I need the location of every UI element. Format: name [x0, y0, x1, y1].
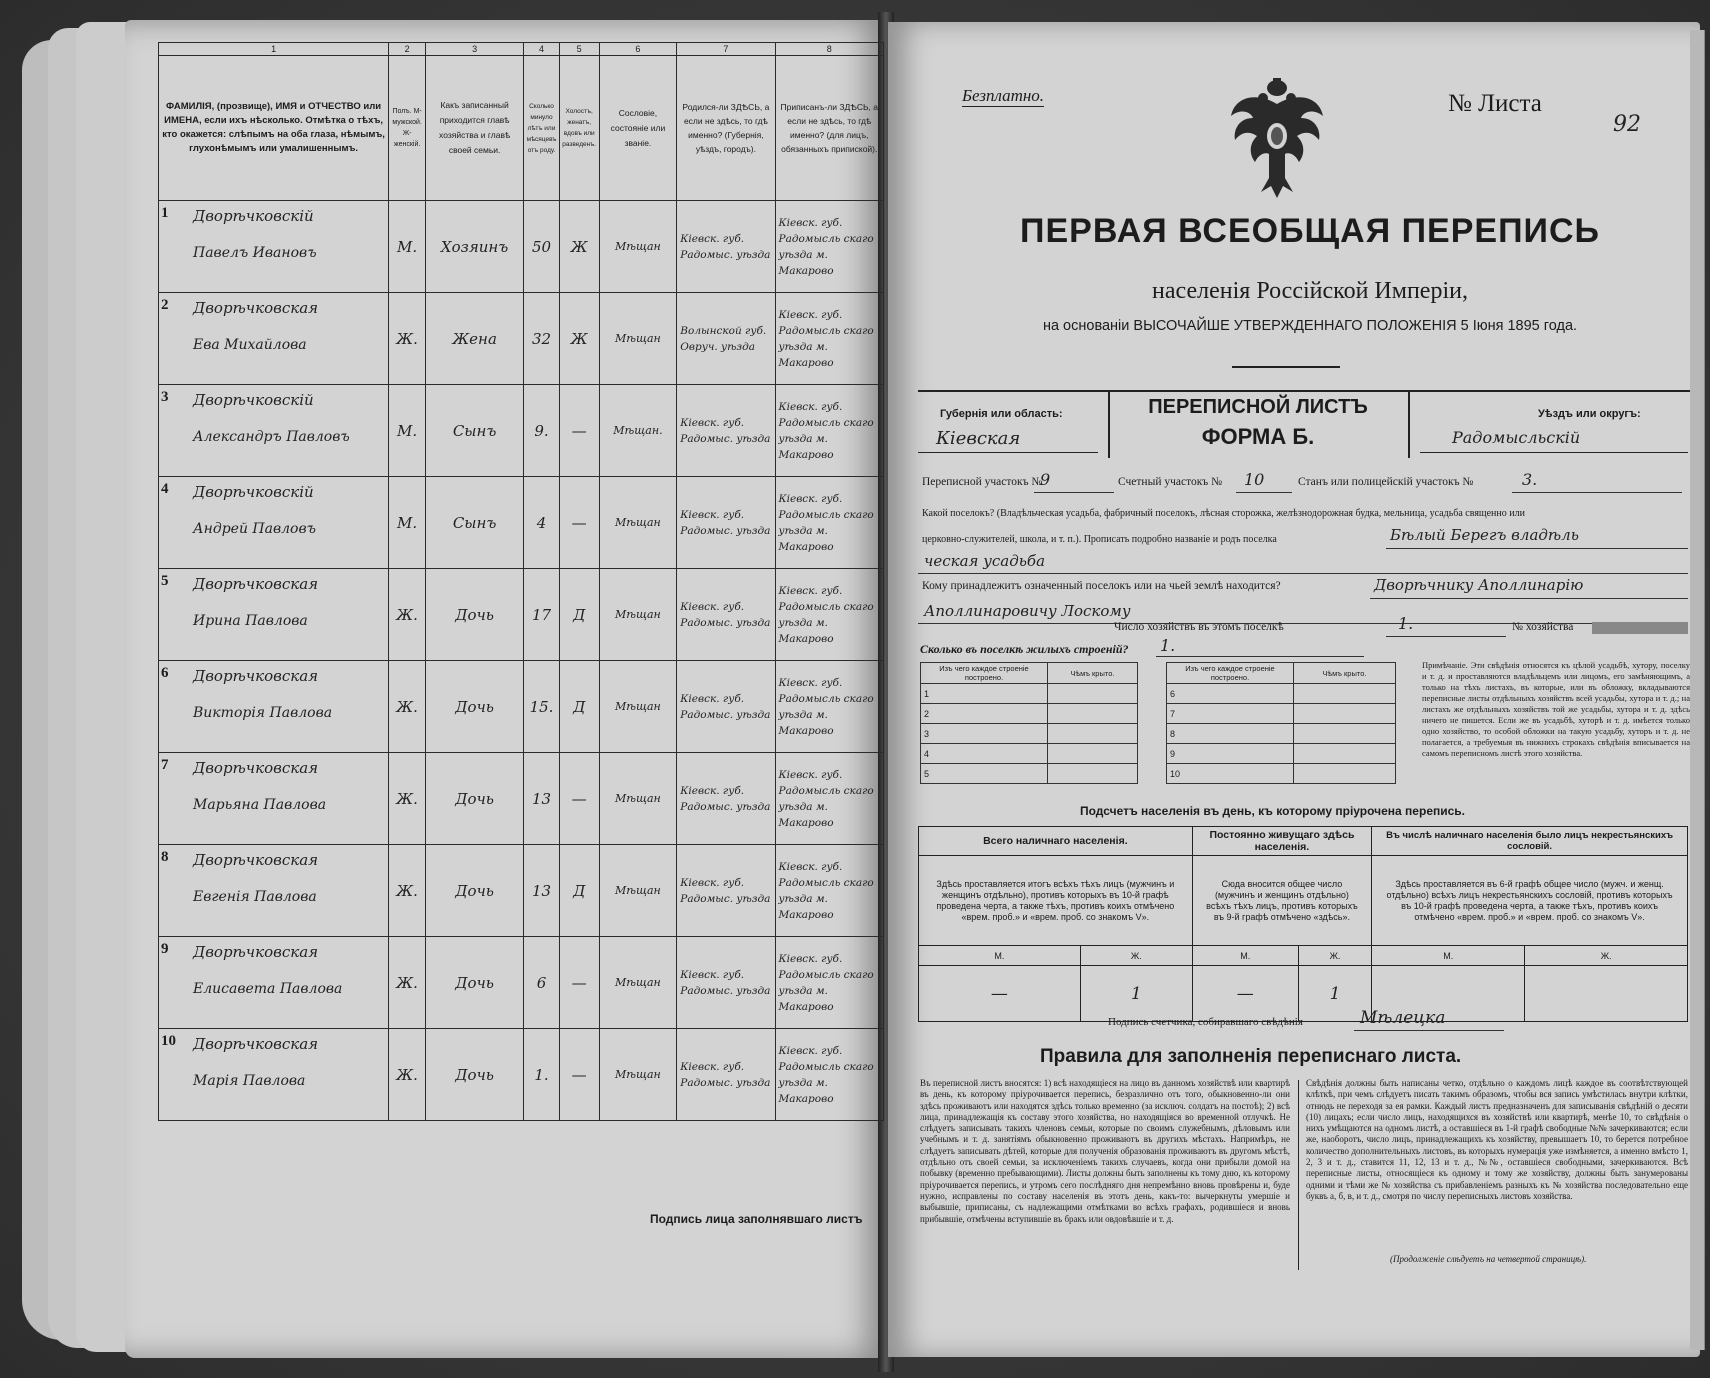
underline: [1386, 636, 1506, 637]
estate-cell: Мѣщан: [599, 937, 677, 1029]
given-name: Павелъ Ивановъ: [193, 245, 317, 261]
underline: [1370, 598, 1688, 599]
owner-value-2: Аполлинаровичу Лоскому: [924, 602, 1131, 620]
household-number-redacted: [1592, 622, 1688, 634]
given-name: Андрей Павловъ: [193, 521, 316, 537]
registration-cell: Кіевск. губ. Радомысль скаго уѣзда м. Макарово: [775, 477, 884, 569]
count-desc-resident: Сюда вносится общее число (мужчинъ и женщинъ отдѣльно) всѣхъ тѣхъ лицъ, противъ которыхъ въ 9-й графѣ отмѣчено «здѣсь».: [1192, 856, 1371, 946]
female-label: Ж.: [1298, 946, 1371, 966]
households-label: Число хозяйствъ въ этомъ поселкѣ: [1114, 621, 1284, 633]
column-number-row: [159, 43, 884, 56]
building-row: [921, 684, 1138, 704]
building-number: 3: [921, 724, 1048, 744]
sex-cell: Ж.: [389, 845, 426, 937]
relation-cell: Жена: [426, 293, 524, 385]
row-number: 2: [161, 297, 169, 313]
census-section-label: Переписной участокъ №: [922, 476, 1043, 488]
table-row: [159, 937, 884, 1029]
census-section-value: 9: [1040, 470, 1051, 489]
buildings-table-right: [1166, 662, 1396, 784]
count-col-nonpeasant: Въ числѣ наличнаго населенія было лицъ некрестьянскихъ сословій.: [1372, 827, 1688, 856]
relation-cell: Дочь: [426, 753, 524, 845]
surname: Дворѣчковскій: [193, 207, 314, 225]
census-title: ПЕРВАЯ ВСЕОБЩАЯ ПЕРЕПИСЬ: [1020, 212, 1600, 250]
relation-cell: Дочь: [426, 937, 524, 1029]
bld-header-material: Изъ чего каждое строеніе построено.: [1167, 663, 1294, 684]
given-name: Елисавета Павлова: [193, 981, 343, 997]
building-roof-cell: [1294, 764, 1396, 784]
age-cell: 50: [524, 201, 560, 293]
registration-cell: Кіевск. губ. Радомысль скаго уѣзда м. Макарово: [775, 753, 884, 845]
table-row: [159, 661, 884, 753]
underline: [1354, 1030, 1504, 1031]
table-row: [159, 1029, 884, 1121]
birthplace-cell: Кіевск. губ. Радомыс. уѣзда: [677, 477, 775, 569]
count-present-female: 1: [1080, 966, 1192, 1022]
surname: Дворѣчковскій: [193, 483, 314, 501]
bld-header-roof: Чѣмъ крыто.: [1048, 663, 1138, 684]
count-section-value: 10: [1244, 470, 1265, 489]
surname: Дворѣчковская: [193, 759, 319, 777]
household-number-label: № хозяйства: [1512, 621, 1574, 633]
district-value: Радомысльскій: [1452, 428, 1581, 447]
underline: [1156, 656, 1364, 657]
row-number: 4: [161, 481, 169, 497]
column-header-row: [159, 56, 884, 201]
birthplace-cell: Кіевск. губ. Радомыс. уѣзда: [677, 753, 775, 845]
name-cell: [159, 201, 389, 293]
count-present-male: —: [919, 966, 1081, 1022]
age-cell: 13: [524, 753, 560, 845]
name-cell: [159, 845, 389, 937]
province-label: Губернія или область:: [940, 408, 1063, 420]
male-label: М.: [1372, 946, 1525, 966]
estate-cell: Мѣщан: [599, 1029, 677, 1121]
building-row: [921, 764, 1138, 784]
row-number: 7: [161, 757, 169, 773]
given-name: Марія Павлова: [193, 1073, 306, 1089]
name-cell: [159, 477, 389, 569]
age-cell: 6: [524, 937, 560, 1029]
form-title-line1: ПЕРЕПИСНОЙ ЛИСТЪ: [1148, 396, 1368, 418]
column-number: 8: [775, 43, 884, 56]
age-cell: 1.: [524, 1029, 560, 1121]
column-number: 6: [599, 43, 677, 56]
buildings-note: Примѣчаніе. Эти свѣдѣнія относятся къ цѣлой усадьбѣ, хутору, поселку и т. д. и проставляются владѣльцемъ или лицомъ, его замѣняющимъ, а только на тѣхъ листахъ, въ которые, или въ обложку, вкладываются переписные листы отдѣльныхъ хозяйствъ всей усадьбы, хутора и т. д.; на листахъ же отдѣльныхъ хозяйствъ той же усадьбы, хутора и т. д. здѣсь ничего не пишется. Если же въ усадьбѣ, хуторѣ и т. д. имѣется только одно хозяйство, то особой обложки на такую усадьбу, хуторъ и т. д. не полагается, а требуемыя въ нижнихъ строкахъ свѣдѣнія вписывается на самомъ переписномъ листѣ этого хозяйства.: [1422, 660, 1690, 758]
district-underline: [1420, 452, 1688, 453]
surname: Дворѣчковская: [193, 667, 319, 685]
building-number: 2: [921, 704, 1048, 724]
birthplace-cell: Кіевск. губ. Радомыс. уѣзда: [677, 937, 775, 1029]
imperial-eagle-emblem: [1227, 74, 1327, 207]
rules-title: Правила для заполненія переписнаго листа.: [1040, 1046, 1462, 1067]
given-name: Ирина Павлова: [193, 613, 308, 629]
page-stack-edge: [1690, 30, 1705, 1350]
relation-cell: Дочь: [426, 1029, 524, 1121]
estate-cell: Мѣщан: [599, 753, 677, 845]
relation-cell: Сынъ: [426, 385, 524, 477]
birthplace-cell: Кіевск. губ. Радомыс. уѣзда: [677, 385, 775, 477]
settlement-question: Какой поселокъ? (Владѣльческая усадьба, фабричный поселокъ, лѣсная сторожка, желѣзнодорожная будка, мельница, усадьба священно или: [922, 508, 1525, 519]
form-title-line2: ФОРМА Б.: [1201, 424, 1315, 449]
given-name: Марьяна Павлова: [193, 797, 327, 813]
relation-cell: Сынъ: [426, 477, 524, 569]
header-marital: Холостъ, женатъ, вдовъ или разведенъ.: [559, 56, 599, 201]
registration-cell: Кіевск. губ. Радомысль скаго уѣзда м. Макарово: [775, 937, 884, 1029]
bld-header-roof: Чѣмъ крыто.: [1294, 663, 1396, 684]
sheet-number-label: № Листа: [1448, 90, 1542, 117]
police-section-label: Станъ или полицейскій участокъ №: [1298, 476, 1474, 488]
sex-cell: М.: [389, 201, 426, 293]
name-cell: [159, 661, 389, 753]
building-row: [1167, 704, 1396, 724]
buildings-value: 1.: [1160, 636, 1176, 655]
male-label: М.: [1192, 946, 1298, 966]
building-row: [1167, 684, 1396, 704]
estate-cell: Мѣщан: [599, 661, 677, 753]
rules-right-column: Свѣдѣнія должны быть написаны четко, отдѣльно о каждомъ лицѣ каждое въ соотвѣтствующей клѣткѣ, при чемъ слѣдуетъ писать такимъ образомъ, чтобы вся запись умѣстилась внутри клѣтки, отнюдь не переходя за ея рамки. Каждый листъ предназначенъ для записыванія свѣдѣній о десяти (10) лицахъ; если число лицъ, находящихся въ хозяйствѣ или квартирѣ, менѣе 10, то свѣдѣнія о нихъ умѣщаются на одномъ листѣ, а оставшіеся въ 1-й графѣ свободные №№ зачеркиваются; если же, наоборотъ, число лицъ, принадлежащихъ къ хозяйству, превышаетъ 10, то берется потребное количество дополнительныхъ листовъ, въ которыхъ нумерація уже измѣняется, а именно вмѣсто 1, 2, 3 и т. д., ставится 11, 12, 13 и т. д., №№, оставшіеся свободными, зачеркиваются. Всѣ переписные листы, относящіеся къ одному и тому же хозяйству, должны быть занумерованы одними и тѣми же № хозяйства съ прибавленіемъ разныхъ къ № хозяйства последовательно еще буквъ а, б, в, и т. д., смотря по числу переписныхъ листовъ хозяйства.: [1306, 1078, 1688, 1201]
building-row: [1167, 724, 1396, 744]
registration-cell: Кіевск. губ. Радомысль скаго уѣзда м. Макарово: [775, 385, 884, 477]
building-roof-cell: [1294, 724, 1396, 744]
marital-cell: —: [559, 1029, 599, 1121]
district-label: Уѣздъ или округъ:: [1538, 408, 1641, 420]
header-birthplace: Родился-ли ЗДѢСЬ, а если не здѣсь, то гдѣ именно? (Губернія, уѣздъ, городъ).: [677, 56, 775, 201]
building-row: [921, 744, 1138, 764]
row-number: 10: [161, 1033, 176, 1049]
row-number: 6: [161, 665, 169, 681]
count-resident-female: 1: [1298, 966, 1371, 1022]
relation-cell: Дочь: [426, 569, 524, 661]
building-roof-cell: [1048, 764, 1138, 784]
underline: [918, 573, 1688, 574]
household-register-table: [158, 42, 884, 1121]
sex-cell: Ж.: [389, 661, 426, 753]
header-sex: Полъ. М-мужской. Ж-женскій.: [389, 56, 426, 201]
sheet-number-value: 92: [1613, 112, 1641, 137]
divider: [1232, 366, 1340, 368]
settlement-value: Бѣлый Берегъ владѣль: [1390, 526, 1579, 544]
table-row: [159, 845, 884, 937]
male-label: М.: [919, 946, 1081, 966]
building-roof-cell: [1294, 684, 1396, 704]
building-roof-cell: [1048, 704, 1138, 724]
header-registration: Приписанъ-ли ЗДѢСЬ, а если не здѣсь, то гдѣ именно? (для лицъ, обязанныхъ припиской).: [775, 56, 884, 201]
relation-cell: Дочь: [426, 845, 524, 937]
estate-cell: Мѣщан: [599, 477, 677, 569]
count-resident-male: —: [1192, 966, 1298, 1022]
column-number: 3: [426, 43, 524, 56]
underline: [1236, 492, 1292, 493]
column-number: 2: [389, 43, 426, 56]
buildings-label: Сколько въ поселкѣ жилыхъ строеній?: [920, 642, 1129, 656]
count-desc-present: Здѣсь проставляется итогъ всѣхъ тѣхъ лицъ (мужчинъ и женщинъ отдѣльно), противъ которыхъ въ 10-й графѣ проведена черта, а также тѣхъ, противъ коихъ отмѣчено «врем. проб.» и «врем. проб. со знакомъ V».: [919, 856, 1193, 946]
birthplace-cell: Кіевск. губ. Радомыс. уѣзда: [677, 845, 775, 937]
population-count-table: [918, 826, 1688, 1022]
counter-signature-label: Подпись счетчика, собиравшаго свѣдѣнія: [1108, 1016, 1303, 1028]
count-title: Подсчетъ населенія въ день, къ которому пріурочена перепись.: [1080, 804, 1465, 818]
age-cell: 13: [524, 845, 560, 937]
header-age: Сколько минуло лѣтъ или мѣсяцевъ отъ роду.: [524, 56, 560, 201]
buildings-table-left: [920, 662, 1138, 784]
birthplace-cell: Кіевск. губ. Радомыс. уѣзда: [677, 661, 775, 753]
building-row: [1167, 744, 1396, 764]
row-number: 3: [161, 389, 169, 405]
registration-cell: Кіевск. губ. Радомысль скаго уѣзда м. Макарово: [775, 1029, 884, 1121]
sex-cell: Ж.: [389, 569, 426, 661]
name-cell: [159, 937, 389, 1029]
sex-cell: Ж.: [389, 937, 426, 1029]
name-cell: [159, 1029, 389, 1121]
surname: Дворѣчковская: [193, 1035, 319, 1053]
underline: [1034, 492, 1114, 493]
settlement-question-2: церковно-служителей, школа, и т. п.). Прописать подробно названіе и родъ поселка: [922, 534, 1277, 545]
building-number: 8: [1167, 724, 1294, 744]
table-row: [159, 293, 884, 385]
header-rule: [1408, 390, 1410, 458]
province-underline: [918, 452, 1098, 453]
age-cell: 15.: [524, 661, 560, 753]
police-section-value: 3.: [1522, 470, 1538, 489]
count-col-present: Всего наличнаго населенія.: [919, 827, 1193, 856]
sex-cell: Ж.: [389, 1029, 426, 1121]
registration-cell: Кіевск. губ. Радомысль скаго уѣзда м. Макарово: [775, 569, 884, 661]
surname: Дворѣчковская: [193, 851, 319, 869]
birthplace-cell: Кіевск. губ. Радомыс. уѣзда: [677, 569, 775, 661]
underline: [1386, 548, 1688, 549]
marital-cell: Ж: [559, 201, 599, 293]
table-row: [159, 569, 884, 661]
age-cell: 32: [524, 293, 560, 385]
given-name: Викторія Павлова: [193, 705, 333, 721]
female-label: Ж.: [1080, 946, 1192, 966]
building-row: [921, 704, 1138, 724]
settlement-value-2: ческая усадьба: [924, 552, 1046, 570]
name-cell: [159, 753, 389, 845]
age-cell: 17: [524, 569, 560, 661]
sex-cell: М.: [389, 385, 426, 477]
name-cell: [159, 293, 389, 385]
row-number: 9: [161, 941, 169, 957]
header-name: ФАМИЛІЯ, (прозвище), ИМЯ и ОТЧЕСТВО или ИМЕНА, если ихъ нѣсколько. Отмѣтка о тѣхъ, кто окажется: слѣпымъ на оба глаза, нѣмымъ, глухонѣмымъ или умалишеннымъ.: [159, 56, 389, 201]
rules-left-column: Въ переписной листъ вносятся: 1) всѣ находящіеся на лицо въ данномъ хозяйствѣ или квартирѣ въ день, къ которому пріурочивается перепись, безразлично отъ того, обыкновенно-ли они здѣсь проживаютъ или находятся здѣсь только временно (за исключ. солдатъ на постоѣ); 2) всѣ лица, принадлежащія къ составу этого хозяйства, но находящіяся во временной отлучкѣ. Не слѣдуетъ записывать такихъ членовъ семьи, которые по своимъ служебнымъ, дѣловымъ или учебнымъ и т. д. занятіямъ обыкновенно проживаютъ въ другихъ мѣстахъ. Напримѣръ, не слѣдуетъ записывать дѣтей, которые для полученія образованія проживаютъ въ другомъ мѣстѣ, отдѣльно отъ своей семьи, за исключеніемъ такихъ случаевъ, когда они прибыли домой на побывку (временно пребывающими). Листы должны быть заполнены къ тому дню, къ которому пріурочивается перепись, и утромъ сего послѣдняго дня непремѣнно вновь провѣрены и, буде нужно, исправлены по составу населенія въ этотъ день, какъ-то: вычеркнуты умершіе и выбывшіе, приписаны, съ надлежащими отмѣтками во всѣхъ графахъ, родившіеся и вновь прибывшіе, отмѣчены вступившіе въ бракъ или овдовѣвшіе и т. д.: [920, 1078, 1290, 1224]
building-roof-cell: [1048, 724, 1138, 744]
header-relation: Какъ записанный приходится главѣ хозяйства и главѣ своей семьи.: [426, 56, 524, 201]
sheet-number-block: [1448, 90, 1641, 137]
continuation-note: (Продолженіе слѣдуетъ на четвертой страницѣ).: [1390, 1254, 1587, 1264]
column-number: 4: [524, 43, 560, 56]
estate-cell: Мѣщан: [599, 201, 677, 293]
age-cell: 4: [524, 477, 560, 569]
marital-cell: —: [559, 385, 599, 477]
sex-cell: Ж.: [389, 293, 426, 385]
surname: Дворѣчковская: [193, 299, 319, 317]
birthplace-cell: Кіевск. губ. Радомыс. уѣзда: [677, 1029, 775, 1121]
surname: Дворѣчковская: [193, 575, 319, 593]
birthplace-cell: Волынской губ. Овруч. уѣзда: [677, 293, 775, 385]
building-number: 5: [921, 764, 1048, 784]
row-number: 5: [161, 573, 169, 589]
marital-cell: Д: [559, 569, 599, 661]
name-cell: [159, 569, 389, 661]
estate-cell: Мѣщан: [599, 845, 677, 937]
age-cell: 9.: [524, 385, 560, 477]
marital-cell: Д: [559, 661, 599, 753]
estate-cell: Мѣщан: [599, 569, 677, 661]
census-basis: на основаніи ВЫСОЧАЙШЕ УТВЕРЖДЕННАГО ПОЛОЖЕНІЯ 5 Іюня 1895 года.: [1042, 318, 1578, 334]
building-roof-cell: [1048, 684, 1138, 704]
owner-value: Дворѣчнику Аполлинарію: [1374, 576, 1584, 594]
building-number: 6: [1167, 684, 1294, 704]
underline: [1512, 492, 1682, 493]
sex-cell: М.: [389, 477, 426, 569]
marital-cell: —: [559, 753, 599, 845]
birthplace-cell: Кіевск. губ. Радомыс. уѣзда: [677, 201, 775, 293]
column-number: 1: [159, 43, 389, 56]
building-number: 4: [921, 744, 1048, 764]
building-number: 1: [921, 684, 1048, 704]
surname: Дворѣчковская: [193, 943, 319, 961]
building-number: 9: [1167, 744, 1294, 764]
census-subtitle: населенія Россійской Имперіи,: [1152, 278, 1468, 304]
counter-signature: Мѣлецка: [1360, 1008, 1446, 1028]
marital-cell: —: [559, 477, 599, 569]
building-number: 10: [1167, 764, 1294, 784]
marital-cell: —: [559, 937, 599, 1029]
building-roof-cell: [1294, 704, 1396, 724]
row-number: 8: [161, 849, 169, 865]
given-name: Евгенія Павлова: [193, 889, 317, 905]
relation-cell: Дочь: [426, 661, 524, 753]
column-number: 5: [559, 43, 599, 56]
given-name: Ева Михайлова: [193, 337, 307, 353]
sex-cell: Ж.: [389, 753, 426, 845]
registration-cell: Кіевск. губ. Радомысль скаго уѣзда м. Макарово: [775, 293, 884, 385]
estate-cell: Мѣщан.: [599, 385, 677, 477]
name-cell: [159, 385, 389, 477]
relation-cell: Хозяинъ: [426, 201, 524, 293]
surname: Дворѣчковскій: [193, 391, 314, 409]
building-roof-cell: [1048, 744, 1138, 764]
registration-cell: Кіевск. губ. Радомысль скаго уѣзда м. Макарово: [775, 845, 884, 937]
register-rows: [159, 201, 884, 1121]
form-title: [1108, 392, 1408, 452]
count-section-label: Счетный участокъ №: [1118, 476, 1223, 488]
table-row: [159, 477, 884, 569]
table-row: [159, 201, 884, 293]
marital-cell: Д: [559, 845, 599, 937]
registration-cell: Кіевск. губ. Радомысль скаго уѣзда м. Макарово: [775, 661, 884, 753]
filler-signature-label: Подпись лица заполнявшаго листъ: [650, 1212, 863, 1226]
count-nonpeasant-female: [1525, 966, 1688, 1022]
header-estate: Сословіе, состояніе или званіе.: [599, 56, 677, 201]
given-name: Александръ Павловъ: [193, 429, 350, 445]
rules-divider: [1298, 1080, 1299, 1270]
building-row: [921, 724, 1138, 744]
count-col-resident: Постоянно живущаго здѣсь населенія.: [1192, 827, 1371, 856]
marital-cell: Ж: [559, 293, 599, 385]
building-roof-cell: [1294, 744, 1396, 764]
province-value: Кіевская: [936, 428, 1021, 449]
count-desc-nonpeasant: Здѣсь проставляется въ 6-й графѣ общее число (мужч. и женщ. отдѣльно) всѣхъ лицъ некрестьянскихъ сословій, противъ которыхъ въ 10-й графѣ проведена черта, а также тѣхъ, противъ коихъ отмѣчено «врем. проб.» и «врем. проб. со знакомъ V».: [1372, 856, 1688, 946]
bld-header-material: Изъ чего каждое строеніе построено.: [921, 663, 1048, 684]
free-label: Безплатно.: [962, 86, 1045, 105]
estate-cell: Мѣщан: [599, 293, 677, 385]
households-value: 1.: [1398, 614, 1414, 633]
table-row: [159, 385, 884, 477]
female-label: Ж.: [1525, 946, 1688, 966]
table-row: [159, 753, 884, 845]
row-number: 1: [161, 205, 169, 221]
building-row: [1167, 764, 1396, 784]
owner-question: Кому принадлежитъ означенный поселокъ или на чьей землѣ находится?: [922, 580, 1281, 592]
registration-cell: Кіевск. губ. Радомысль скаго уѣзда м. Макарово: [775, 201, 884, 293]
building-number: 7: [1167, 704, 1294, 724]
column-number: 7: [677, 43, 775, 56]
